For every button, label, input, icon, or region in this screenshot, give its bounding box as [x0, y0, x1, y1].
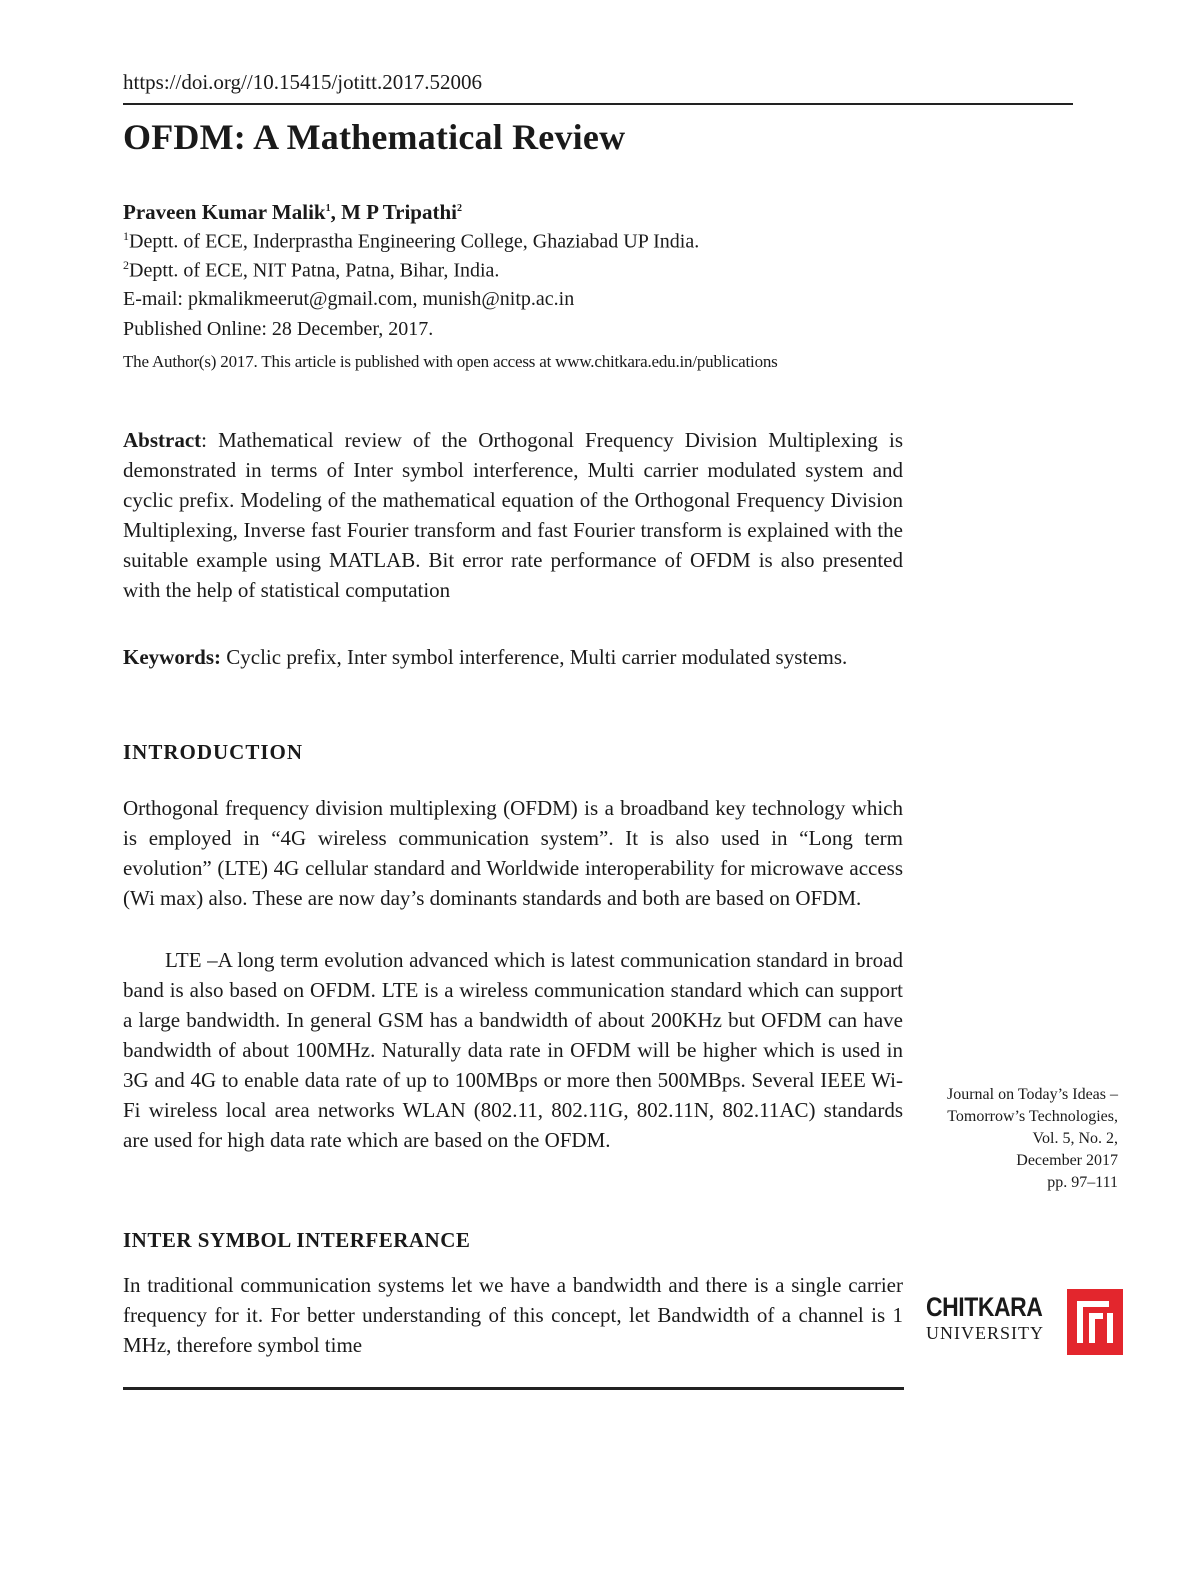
affiliation-mark: 2	[123, 258, 129, 272]
logo-subtitle: UNIVERSITY	[926, 1323, 1044, 1343]
footer-rule	[123, 1387, 904, 1390]
keywords-text: Cyclic prefix, Inter symbol interference, Multi carrier modulated systems.	[221, 645, 848, 669]
published-date: Published Online: 28 December, 2017.	[123, 318, 434, 340]
abstract-text: : Mathematical review of the Orthogonal Frequency Division Multiplexing is demonstrated in terms of Inter symbol interference, Multi carrier modulated system and cyclic prefix. Modeling of the mathematical equation of the Orthogonal Frequency Division Multiplexing, Inverse fast Fourier transform and fast Fourier transform is explained with the suitable example using MATLAB. Bit error rate performance of OFDM is also presented with the help of statistical computation	[123, 428, 903, 602]
affiliation-mark: 1	[123, 229, 129, 243]
header-rule	[123, 103, 1073, 105]
isi-paragraph-1: In traditional communication systems let we have a bandwidth and there is a single carrier frequency for it. For better understanding of this concept, let Bandwidth of a channel is 1 MHz, therefore symbol time	[123, 1273, 903, 1357]
journal-line: Journal on Today’s Ideas –	[947, 1086, 1118, 1103]
intro-paragraph-2: LTE –A long term evolution advanced which is latest communication standard in broad band is also based on OFDM. LTE is a wireless communication standard which can support a large bandwidth. In general GSM has a bandwidth of about 200KHz but OFDM can have bandwidth of about 100MHz. Naturally data rate in OFDM will be higher which is used in 3G and 4G to enable data rate of up to 100MBps or more then 500MBps. Several IEEE Wi-Fi wireless local area networks WLAN (802.11, 802.11G, 802.11N, 802.11AC) standards are used for high data rate which are based on the OFDM.	[123, 948, 903, 1152]
university-logo	[926, 1289, 1123, 1355]
journal-line: pp. 97–111	[1047, 1174, 1118, 1191]
author-affiliation-mark: 1	[325, 203, 331, 214]
author-name: M P Tripathi	[341, 200, 457, 224]
logo-mark-icon	[1067, 1289, 1123, 1355]
author-line	[123, 200, 462, 225]
logo-name: CHITKARA	[926, 1292, 1043, 1322]
section-heading-isi: INTER SYMBOL INTERFERANCE	[123, 1228, 471, 1252]
abstract-label: Abstract	[123, 428, 202, 452]
affiliation-1	[123, 229, 699, 254]
affiliation-2	[123, 258, 499, 283]
section-heading-introduction: INTRODUCTION	[123, 740, 304, 764]
journal-line: Tomorrow’s Technologies,	[947, 1108, 1118, 1125]
affiliation-text: Deptt. of ECE, NIT Patna, Patna, Bihar, India.	[129, 259, 500, 282]
author-separator: ,	[330, 200, 342, 224]
journal-citation	[898, 1084, 1118, 1194]
license-note: The Author(s) 2017. This article is published with open access at www.chitkara.edu.in/publications	[123, 352, 778, 371]
author-name: Praveen Kumar Malik	[123, 200, 326, 224]
doi-link[interactable]: https://doi.org//10.15415/jotitt.2017.52006	[123, 70, 482, 94]
paper-title: OFDM: A Mathematical Review	[123, 117, 626, 157]
abstract	[123, 425, 903, 605]
journal-line: December 2017	[1016, 1152, 1118, 1169]
affiliation-text: Deptt. of ECE, Inderprastha Engineering College, Ghaziabad UP India.	[129, 230, 700, 253]
keywords	[123, 642, 903, 672]
email-line: E-mail: pkmalikmeerut@gmail.com, munish@nitp.ac.in	[123, 288, 575, 310]
keywords-label: Keywords:	[123, 645, 221, 669]
intro-paragraph-1: Orthogonal frequency division multiplexing (OFDM) is a broadband key technology which is employed in “4G wireless communication system”. It is also used in “Long term evolution” (LTE) 4G cellular standard and Worldwide interoperability for microwave access (Wi max) also. These are now day’s dominants standards and both are based on OFDM.	[123, 796, 903, 910]
journal-line: Vol. 5, No. 2,	[1032, 1130, 1118, 1147]
author-affiliation-mark: 2	[457, 203, 462, 214]
